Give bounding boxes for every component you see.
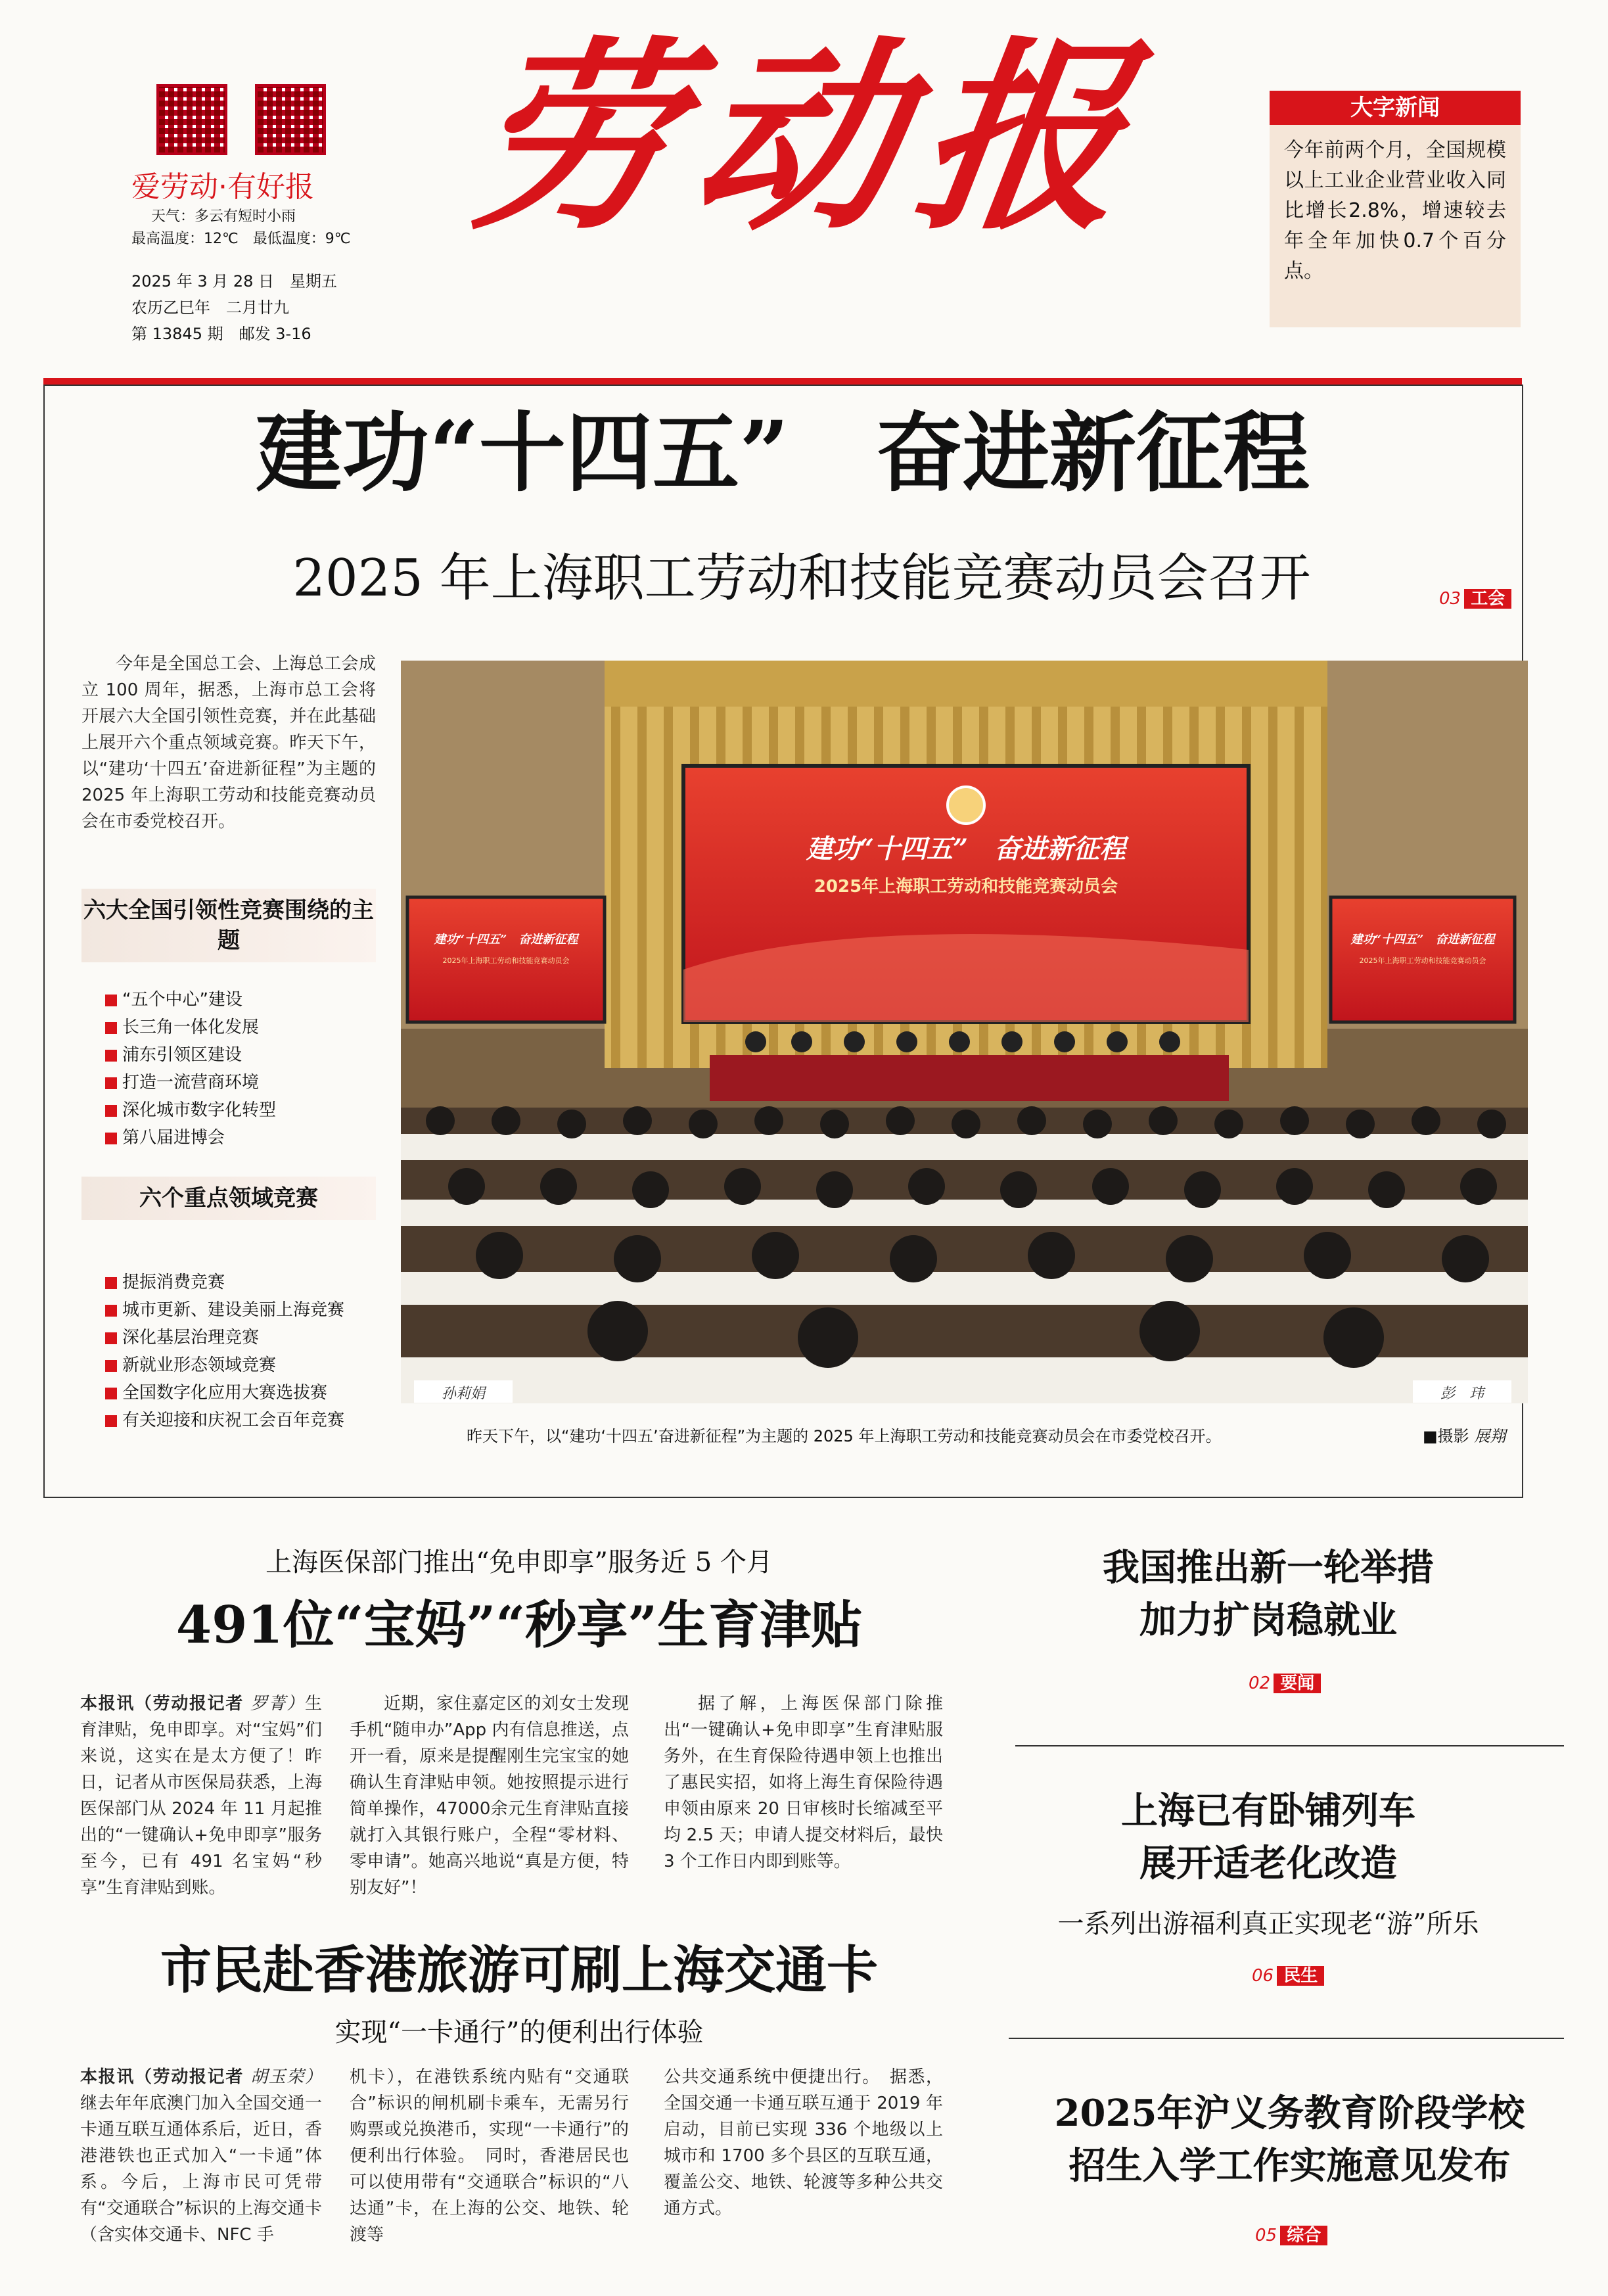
side-screen-title: 建功“十四五” 奋进新征程: [1350, 933, 1495, 947]
conference-scene: [401, 661, 1528, 1403]
story1-col3: 据了解，上海医保部门除推出“一键确认+免申即享”生育津贴服务外，在生育保险待遇申领上也推出了惠民实招，如将上海生育保险待遇申领由原来 20 日审核时长缩减至平均 2.5 天；申请人提交材料后，最快 3 个工作日内即到账等。: [664, 1694, 943, 1871]
list-item: 提振消费竞赛: [105, 1269, 381, 1296]
lead-subheadline: 2025 年上海职工劳动和技能竞赛动员会召开: [292, 549, 1311, 608]
lead-page-number: 03: [1439, 589, 1461, 609]
issue-number: 第 13845 期 邮发 3-16: [131, 325, 311, 343]
side-screen-subtitle: 2025年上海职工劳动和技能竞赛动员会: [1359, 956, 1486, 965]
story2-col2: 机卡），在港铁系统内贴有“交通联合”标识的闸机刷卡乘车，无需另行购票或兑换港币，实现“一卡通行”的便利出行体验。 同时，香港居民也可以使用带有“交通联合”标识的“八达通”卡，在上海的公交、地铁、轮渡等: [350, 2067, 629, 2245]
big-news-text: 今年前两个月，全国规模以上工业企业营业收入同比增长2.8%，增速较去年全年加快0.7个百分点。: [1284, 139, 1506, 283]
masthead-rule: [43, 378, 1522, 385]
story2-col3: 公共交通系统中便捷出行。 据悉，全国交通一卡通互联互通于 2019 年启动，目前已实现 336 个地级以上城市和 1700 多个县区的互联互通，覆盖公交、地铁、轮渡等多种公共交通方式。: [664, 2067, 943, 2218]
list-item: 第八届进博会: [105, 1124, 381, 1152]
right-story-2-title-line1: 上海已有卧铺列车: [1121, 1789, 1415, 1833]
lead-section-tag: 工会: [1464, 589, 1511, 609]
right-story-3-title-line2: 招生入学工作实施意见发布: [1068, 2144, 1511, 2188]
divider: [1009, 2038, 1564, 2039]
svg-text:孙莉娟: 孙莉娟: [441, 1386, 486, 1402]
screen-subtitle: 2025年上海职工劳动和技能竞赛动员会: [814, 877, 1118, 897]
right-story-3-page-ref[interactable]: 05 综合: [1255, 2222, 1327, 2246]
photo-caption: 昨天下午，以“建功‘十四五’奋进新征程”为主题的 2025 年上海职工劳动和技能竞赛动员会在市委党校召开。: [467, 1427, 1222, 1445]
themes-list: [105, 986, 381, 1152]
list-item: 深化城市数字化转型: [105, 1096, 381, 1124]
side-screen-title: 建功“十四五” 奋进新征程: [434, 933, 578, 947]
right-story-2[interactable]: [1015, 1785, 1521, 1890]
svg-text:彭 玮: 彭 玮: [1440, 1386, 1484, 1402]
list-item: 城市更新、建设美丽上海竞赛: [105, 1296, 381, 1324]
list-item: 深化基层治理竞赛: [105, 1324, 381, 1351]
story2-col1: 本报讯（劳动报记者 胡玉荣）继去年年底澳门加入全国交通一卡通互联互通体系后，近日，香港港铁也正式加入“一卡通”体系。今后，上海市民可凭带有“交通联合”标识的上海交通卡（含实体交通卡、NFC 手: [80, 2067, 322, 2245]
story1-col2: 近期，家住嘉定区的刘女士发现手机“随申办”App 内有信息推送，点开一看，原来是提醒刚生完宝宝的她确认生育津贴申领。她按照提示进行简单操作，47000余元生育津贴直接就打入其银行账户，全程“零材料、零申请”。她高兴地说“真是方便，特别友好”！: [350, 1694, 629, 1898]
right-story-3-title-line1: 2025年沪义务教育阶段学校: [1054, 2092, 1525, 2135]
key-areas-box-title: 六个重点领域竞赛: [81, 1177, 376, 1220]
side-screen-subtitle: 2025年上海职工劳动和技能竞赛动员会: [442, 956, 570, 965]
weather: 天气：多云有短时小雨: [151, 208, 296, 225]
story1-kicker: 上海医保部门推出“免申即享”服务近 5 个月: [265, 1547, 773, 1578]
photo-credit: ■摄影 展翔: [1423, 1427, 1506, 1445]
list-item: 新就业形态领域竞赛: [105, 1351, 381, 1379]
temperature: 最高温度：12℃ 最低温度：9℃: [131, 231, 351, 247]
key-areas-list: [105, 1269, 381, 1434]
themes-box-title: 六大全国引领性竞赛围绕的主题: [81, 889, 376, 962]
list-item: 浦东引领区建设: [105, 1041, 381, 1069]
right-story-2-subtitle: 一系列出游福利真正实现老“游”所乐: [1057, 1909, 1479, 1939]
lead-intro: 今年是全国总工会、上海总工会成立 100 周年，据悉，上海市总工会将开展六大全国引领性竞赛，并在此基础上展开六个重点领域竞赛。昨天下午，以“建功‘十四五’奋进新征程”为主题的 2025 年上海职工劳动和技能竞赛动员会在市委党校召开。: [81, 654, 376, 832]
screen-title: 建功“十四五” 奋进新征程: [806, 833, 1126, 864]
list-item: 全国数字化应用大赛选拔赛: [105, 1379, 381, 1407]
right-story-2-page-ref[interactable]: 06 民生: [1252, 1962, 1324, 1986]
story1-col1: 本报讯（劳动报记者 罗菁）生育津贴，免申即享。对“宝妈”们来说，这实在是太方便了！昨日，记者从市医保局获悉，上海医保部门从 2024 年 11 月起推出的“一键确认+免申即享”服务至今，已有 491 名宝妈“秒享”生育津贴到账。: [80, 1694, 322, 1898]
right-story-3[interactable]: [1015, 2087, 1564, 2192]
issue-date: 2025 年 3 月 28 日 星期五: [131, 272, 338, 291]
story2-headline[interactable]: 市民赴香港旅游可刷上海交通卡: [160, 1940, 878, 2000]
story1-headline[interactable]: 491位“宝妈”“秒享”生育津贴: [175, 1595, 863, 1655]
big-news-label: 大字新闻: [1270, 91, 1521, 125]
lead-page-ref[interactable]: [1439, 585, 1511, 609]
list-item: “五个中心”建设: [105, 986, 381, 1014]
right-story-2-title-line2: 展开适老化改造: [1139, 1842, 1397, 1885]
qr-code-left[interactable]: [156, 84, 227, 155]
lead-photo[interactable]: [401, 661, 1528, 1403]
masthead-logo[interactable]: 劳动报: [456, 18, 1160, 258]
right-story-1-title-line2: 加力扩岗稳就业: [1139, 1599, 1397, 1642]
qr-code-right[interactable]: [255, 84, 326, 155]
right-story-1[interactable]: [1015, 1541, 1521, 1647]
lead-headline[interactable]: 建功“十四五” 奋进新征程: [256, 402, 1310, 504]
right-story-1-title-line1: 我国推出新一轮举措: [1103, 1546, 1434, 1589]
list-item: 长三角一体化发展: [105, 1014, 381, 1041]
lunar-date: 农历乙巳年 二月廿九: [131, 298, 289, 317]
list-item: 打造一流营商环境: [105, 1069, 381, 1096]
story2-subheadline: 实现“一卡通行”的便利出行体验: [334, 2017, 704, 2048]
right-story-1-page-ref[interactable]: 02 要闻: [1249, 1670, 1321, 1694]
union-emblem-icon: [948, 787, 984, 824]
podium-table: [710, 1055, 1229, 1101]
slogan: 爱劳动·有好报: [131, 170, 314, 204]
big-news-box: [1270, 91, 1521, 327]
list-item: 有关迎接和庆祝工会百年竞赛: [105, 1407, 381, 1434]
divider: [1015, 1745, 1564, 1746]
